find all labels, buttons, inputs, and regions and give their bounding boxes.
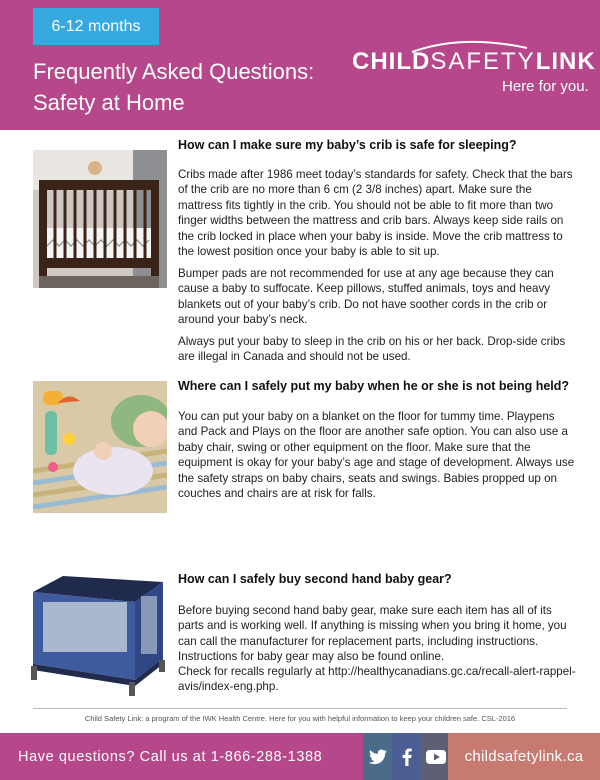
bottom-bar: [0, 733, 600, 780]
question-second-hand: How can I safely buy second hand baby gear?: [178, 572, 452, 586]
footer-note: Child Safety Link: a program of the IWK Health Centre. Here for you with helpful information to keep your children safe. CSL-2016: [84, 714, 516, 723]
logo-tagline: Here for you.: [502, 78, 589, 95]
youtube-icon[interactable]: [421, 733, 450, 780]
paragraph-crib-2: Bumper pads are not recommended for use at any age because they can cause a baby to suffocate. Keep pillows, stuffed animals, toys and heavy blankets out of your baby’s crib. Do not have soother cords in the crib or around your baby’s neck.: [178, 267, 554, 327]
website-link[interactable]: childsafetylink.ca: [448, 733, 600, 780]
child-safety-link-logo: [352, 48, 596, 95]
facebook-icon[interactable]: [392, 733, 421, 780]
logo-word-safety: SAFETY: [430, 48, 536, 75]
paragraph-crib-3: Always put your baby to sleep in the crib on his or her back. Drop-side cribs are illegal in Canada and should not be used.: [178, 335, 566, 364]
logo-word-child: CHILD: [352, 48, 431, 75]
playpen-illustration: [23, 568, 169, 700]
twitter-icon[interactable]: [363, 733, 392, 780]
playpen-photo: [23, 568, 169, 700]
baby-play-mat-illustration: [33, 381, 167, 513]
call-us-text: Have questions? Call us at 1-866-288-1388: [18, 748, 323, 765]
age-badge: 6-12 months: [33, 8, 159, 45]
paragraph-floor-1: You can put your baby on a blanket on the floor for tummy time. Playpens and Pack and Plays on the floor are another safe option. You can also use a baby chair, swing or other equipment on the floor. Make sure that the equipment is okay for your baby’s age and stage of development. Always use the safety straps on baby chairs, seats and swings. Babies propped up on couches and chairs are at risk for falls.: [178, 410, 575, 501]
page-header: [0, 0, 600, 130]
paragraph-crib-1: Cribs made after 1986 meet today’s standards for safety. Check that the bars of the crib are no more than 6 cm (2 3/8 inches) apart. Make sure the mattress fits tightly in the crib. You should not be able to fit more than two finger widths between the mattress and crib bars. Always keep side rails on the crib locked in place when your baby is inside. Move the crib mattress to the lowest position once your baby is able to sit up.: [178, 168, 573, 259]
crib-illustration: [33, 150, 167, 288]
footer-divider: [33, 708, 567, 709]
baby-play-mat-photo: [33, 381, 167, 513]
logo-word-link: LINK: [535, 48, 596, 75]
page-title-line2: Safety at Home: [33, 90, 185, 115]
page-title-line1: Frequently Asked Questions:: [33, 59, 315, 84]
logo-swoosh-icon: [352, 38, 552, 54]
paragraph-second-hand-2: Check for recalls regularly at http://healthycanadians.gc.ca/recall-alert-rappel-avis/index-eng.php.: [178, 665, 576, 694]
question-floor: Where can I safely put my baby when he or she is not being held?: [178, 379, 570, 393]
crib-photo: [33, 150, 167, 288]
page-title: [33, 56, 314, 118]
paragraph-second-hand-1: Before buying second hand baby gear, make sure each item has all of its parts and is working well. If anything is missing when you bring it home, you can call the manufacturer for replacement parts, including instructions. Instructions for baby gear may also be found online.: [178, 604, 567, 664]
question-crib: How can I make sure my baby’s crib is safe for sleeping?: [178, 138, 517, 152]
